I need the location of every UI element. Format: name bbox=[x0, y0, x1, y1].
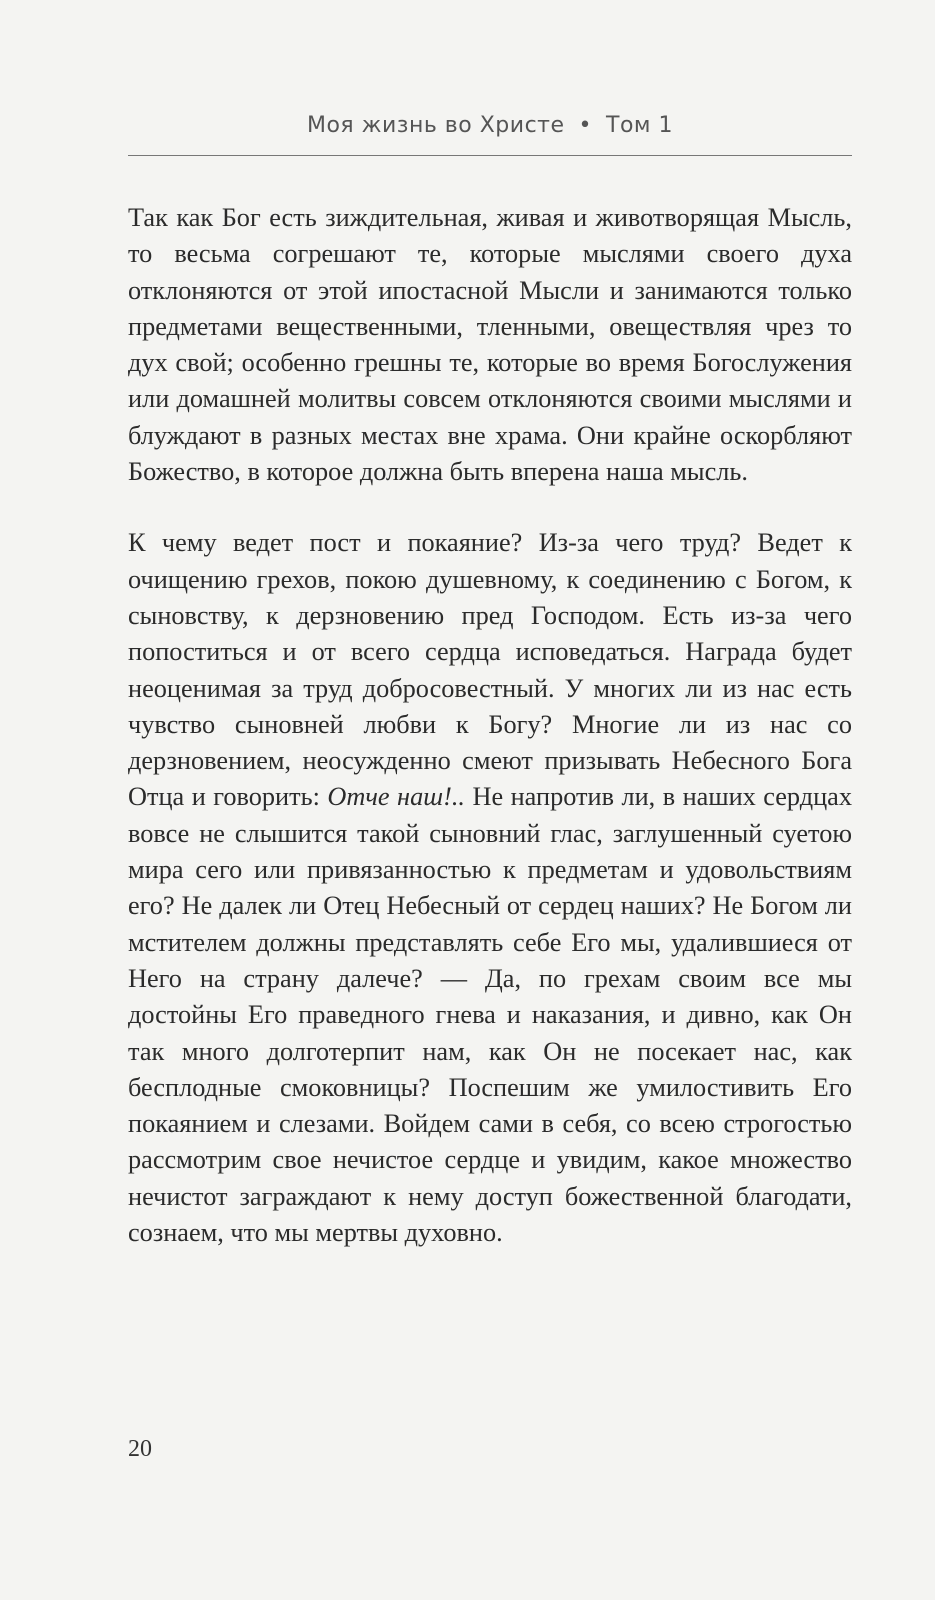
volume-label: Том 1 bbox=[606, 113, 673, 138]
paragraph-2 bbox=[128, 525, 852, 1251]
paragraph-1: Так как Бог есть зиждительная, живая и животворящая Мысль, то весьма согрешают те, которые мыслями своего духа отклоняются от этой ипостасной Мысли и занимаются только предметами вещественными, тленными, овеществляя чрез то дух свой; особенно грешны те, которые во время Богослужения или домашней молитвы совсем отклоняются своими мыслями и блуждают в разных местах вне храма. Они крайне оскорбляют Божество, в которое должна быть вперена наша мысль. bbox=[128, 203, 852, 487]
running-header bbox=[128, 113, 852, 138]
prayer-quote: Отче наш!.. bbox=[327, 782, 465, 812]
page-number: 20 bbox=[128, 1436, 152, 1462]
header-rule bbox=[128, 155, 852, 156]
paragraph-2-part-1: К чему ведет пост и покаяние? Из-за чего труд? Ведет к очищению грехов, покою душевному, к соединению с Богом, к сыновству, к дерзновению пред Господом. Есть из-за чего попоститься и от всего сердца исповедаться. Награда будет неоценимая за труд добросовестный. У многих ли из нас есть чувство сыновней любви к Богу? Многие ли из нас со дерзновением, неосужденно смеют призывать Небесного Бога Отца и говорить: bbox=[128, 528, 852, 812]
paragraph-2-part-2: Не напротив ли, в наших сердцах вовсе не слышится такой сыновний глас, заглушенный суетою мира сего или привязанностью к предметам и удовольствиям его? Не далек ли Отец Небесный от сердец наших? Не Богом ли мстителем должны представлять себе Его мы, удалившиеся от Него на страну далече? — Да, по грехам своим все мы достойны Его праведного гнева и наказания, и дивно, как Он так много долготерпит нам, как Он не посекает нас, как бесплодные смоковницы? Поспешим же умилостивить Его покаянием и слезами. Войдем сами в себя, со всею строгостью рассмотрим свое нечистое сердце и увидим, какое множество нечистот заграждают к нему доступ божественной благодати, сознаем, что мы мертвы духовно. bbox=[128, 782, 852, 1248]
body-text bbox=[128, 200, 852, 1251]
header-separator: • bbox=[578, 113, 592, 138]
book-title: Моя жизнь во Христе bbox=[306, 113, 565, 138]
